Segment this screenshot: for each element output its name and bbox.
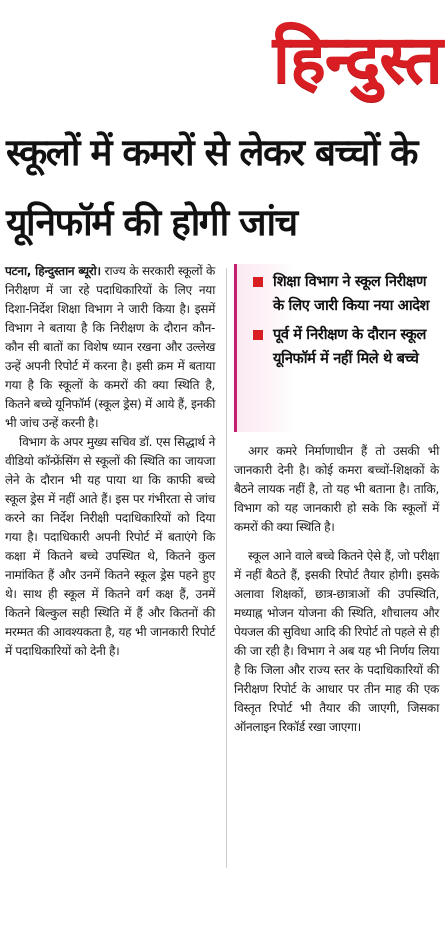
article-column-left <box>5 262 215 661</box>
dateline: पटना, हिन्दुस्तान ब्यूरो। <box>5 264 101 278</box>
highlight-item <box>253 270 434 318</box>
highlight-item <box>253 323 434 371</box>
article-paragraph <box>5 262 215 433</box>
newspaper-logo: हिन्दुस्त <box>272 20 442 98</box>
highlights-box <box>234 264 438 432</box>
article-column-right <box>234 442 439 747</box>
article-headline: स्कूलों में कमरों से लेकर बच्चों के यूनिफॉर्म की होगी जांच <box>6 131 417 244</box>
square-bullet-icon <box>253 277 263 287</box>
column-divider <box>226 268 227 868</box>
masthead <box>0 0 446 98</box>
paragraph-text: राज्य के सरकारी स्कूलों के निरीक्षण में जा रहे पदाधिकारियों के लिए नया दिशा-निर्देश शिक्षा विभाग ने जारी किया है। इसमें विभाग ने बताया है कि निरीक्षण के दौरान कौन-कौन सी बातों का विशेष ध्यान रखना और उल्लेख उन्हें अपनी रिपोर्ट में करना है। इसी क्रम में बताया गया है कि स्कूलों के कमरों की क्या स्थिति है, कितने बच्चे यूनिफॉर्म (स्कूल ड्रेस) में आये हैं, इनकी भी जांच उन्हें करनी है। <box>5 264 215 430</box>
article-paragraph: स्कूल आने वाले बच्चे कितने ऐसे हैं, जो परीक्षा में नहीं बैठते हैं, इसकी रिपोर्ट तैयार होगी। इसके अलावा शिक्षकों, छात्र-छात्राओं की उपस्थिति, मध्याह्न भोजन योजना की स्थिति, शौचालय और पेयजल की सुविधा आदि की रिपोर्ट तो पहले से ही की जा रही है। विभाग ने अब यह भी निर्णय लिया है कि जिला और राज्य स्तर के पदाधिकारियों की निरीक्षण रिपोर्ट के आधार पर तीन माह की एक विस्तृत रिपोर्ट भी तैयार की जाएगी, जिसका ऑनलाइन रिकॉर्ड रखा जाएगा। <box>234 549 439 734</box>
article-paragraph: विभाग के अपर मुख्य सचिव डॉ. एस सिद्धार्थ ने वीडियो कॉन्फ्रेंसिंग से स्कूलों की स्थिति का जायजा लेने के दौरान भी यह पाया था कि काफी बच्चे स्कूल ड्रेस में नहीं आते हैं। इस पर गंभीरता से जांच करने का निर्देश निरीक्षी पदाधिकारियों को दिया गया है। पदाधिकारी अपनी रिपोर्ट में बताएंगे कि कक्षा में कितने बच्चे उपस्थित थे, कितने कुल नामांकित हैं और उनमें कितने स्कूल ड्रेस पहने हुए थे। साथ ही स्कूल में कितने वर्ग कक्ष हैं, उनमें कितने बिल्कुल सही स्थिति में हैं और कितनों की मरम्मत की आवश्यकता है, यह भी जानकारी रिपोर्ट में पदाधिकारियों को देनी है। <box>5 435 215 658</box>
article-paragraph: अगर कमरे निर्माणाधीन हैं तो उसकी भी जानकारी देनी है। कोई कमरा बच्चों-शिक्षकों के बैठने लायक नहीं है, तो यह भी बताना है। ताकि, विभाग को यह जानकारी हो सके कि स्कूलों में कमरों की क्या स्थिति है। <box>234 444 439 534</box>
highlight-text: शिक्षा विभाग ने स्कूल निरीक्षण के लिए जारी किया नया आदेश <box>273 273 430 314</box>
highlight-text: पूर्व में निरीक्षण के दौरान स्कूल यूनिफॉर्म में नहीं मिले थे बच्चे <box>273 326 426 367</box>
square-bullet-icon <box>253 330 263 340</box>
